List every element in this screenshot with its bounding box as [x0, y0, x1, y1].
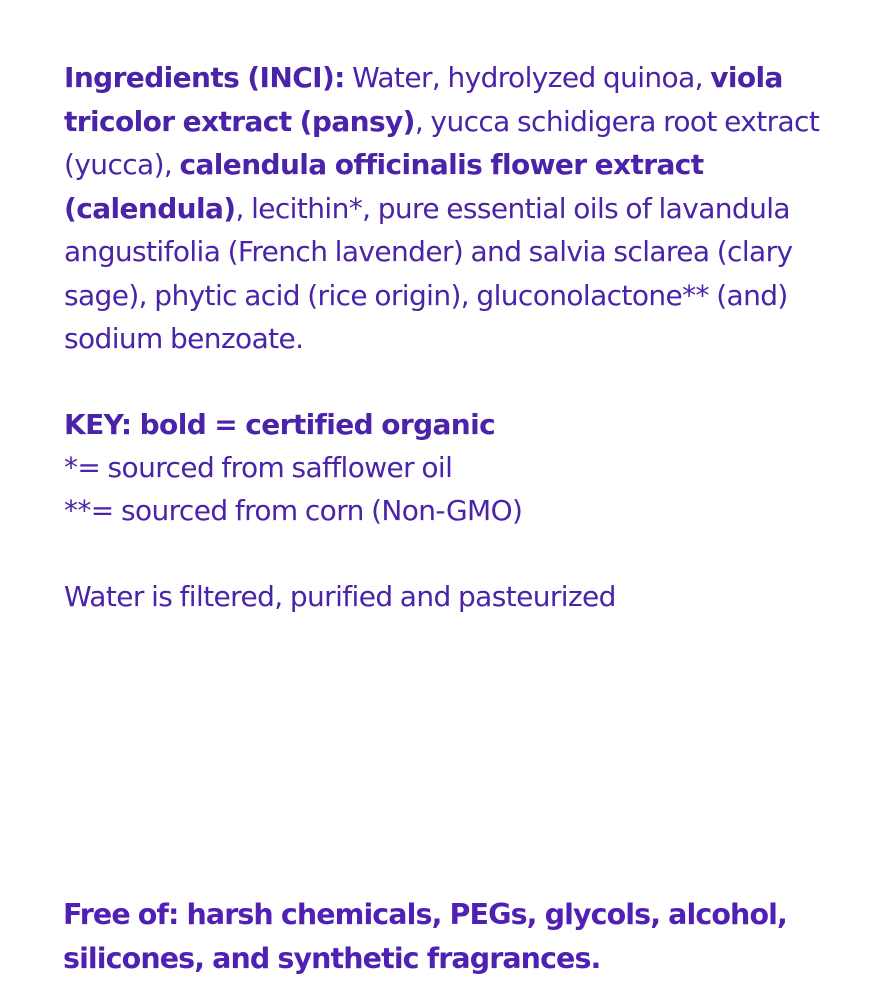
free-of-line-1: Free of: harsh chemicals, PEGs, glycols, alcohol,	[63, 898, 787, 931]
ingredient-organic-viola: viola tricolor extract (pansy)	[64, 61, 783, 138]
key-legend	[64, 403, 522, 532]
ingredient-organic-calendula: calendula officinalis flower extract (calendula)	[64, 148, 704, 225]
key-single-asterisk-line: *= sourced from safflower oil	[64, 451, 453, 484]
ingredients-paragraph	[64, 56, 864, 361]
ingredients-text-2: , yucca schidigera root extract (yucca),	[64, 104, 820, 181]
free-of-statement	[63, 893, 863, 981]
water-note: Water is filtered, purified and pasteurized	[64, 580, 616, 613]
ingredients-heading: Ingredients (INCI):	[64, 61, 345, 94]
free-of-line-2: silicones, and synthetic fragrances.	[63, 942, 601, 975]
ingredients-text-3: , lecithin*, pure essential oils of lavandula angustifolia (French lavender) and salvia sclarea (clary sage), phytic acid (rice origin), gluconolactone** (and) sodium benzoate.	[64, 191, 793, 355]
key-double-asterisk-line: **= sourced from corn (Non-GMO)	[64, 494, 523, 527]
ingredients-text-1: Water, hydrolyzed quinoa,	[344, 61, 711, 94]
key-bold-line: KEY: bold = certified organic	[64, 408, 496, 441]
